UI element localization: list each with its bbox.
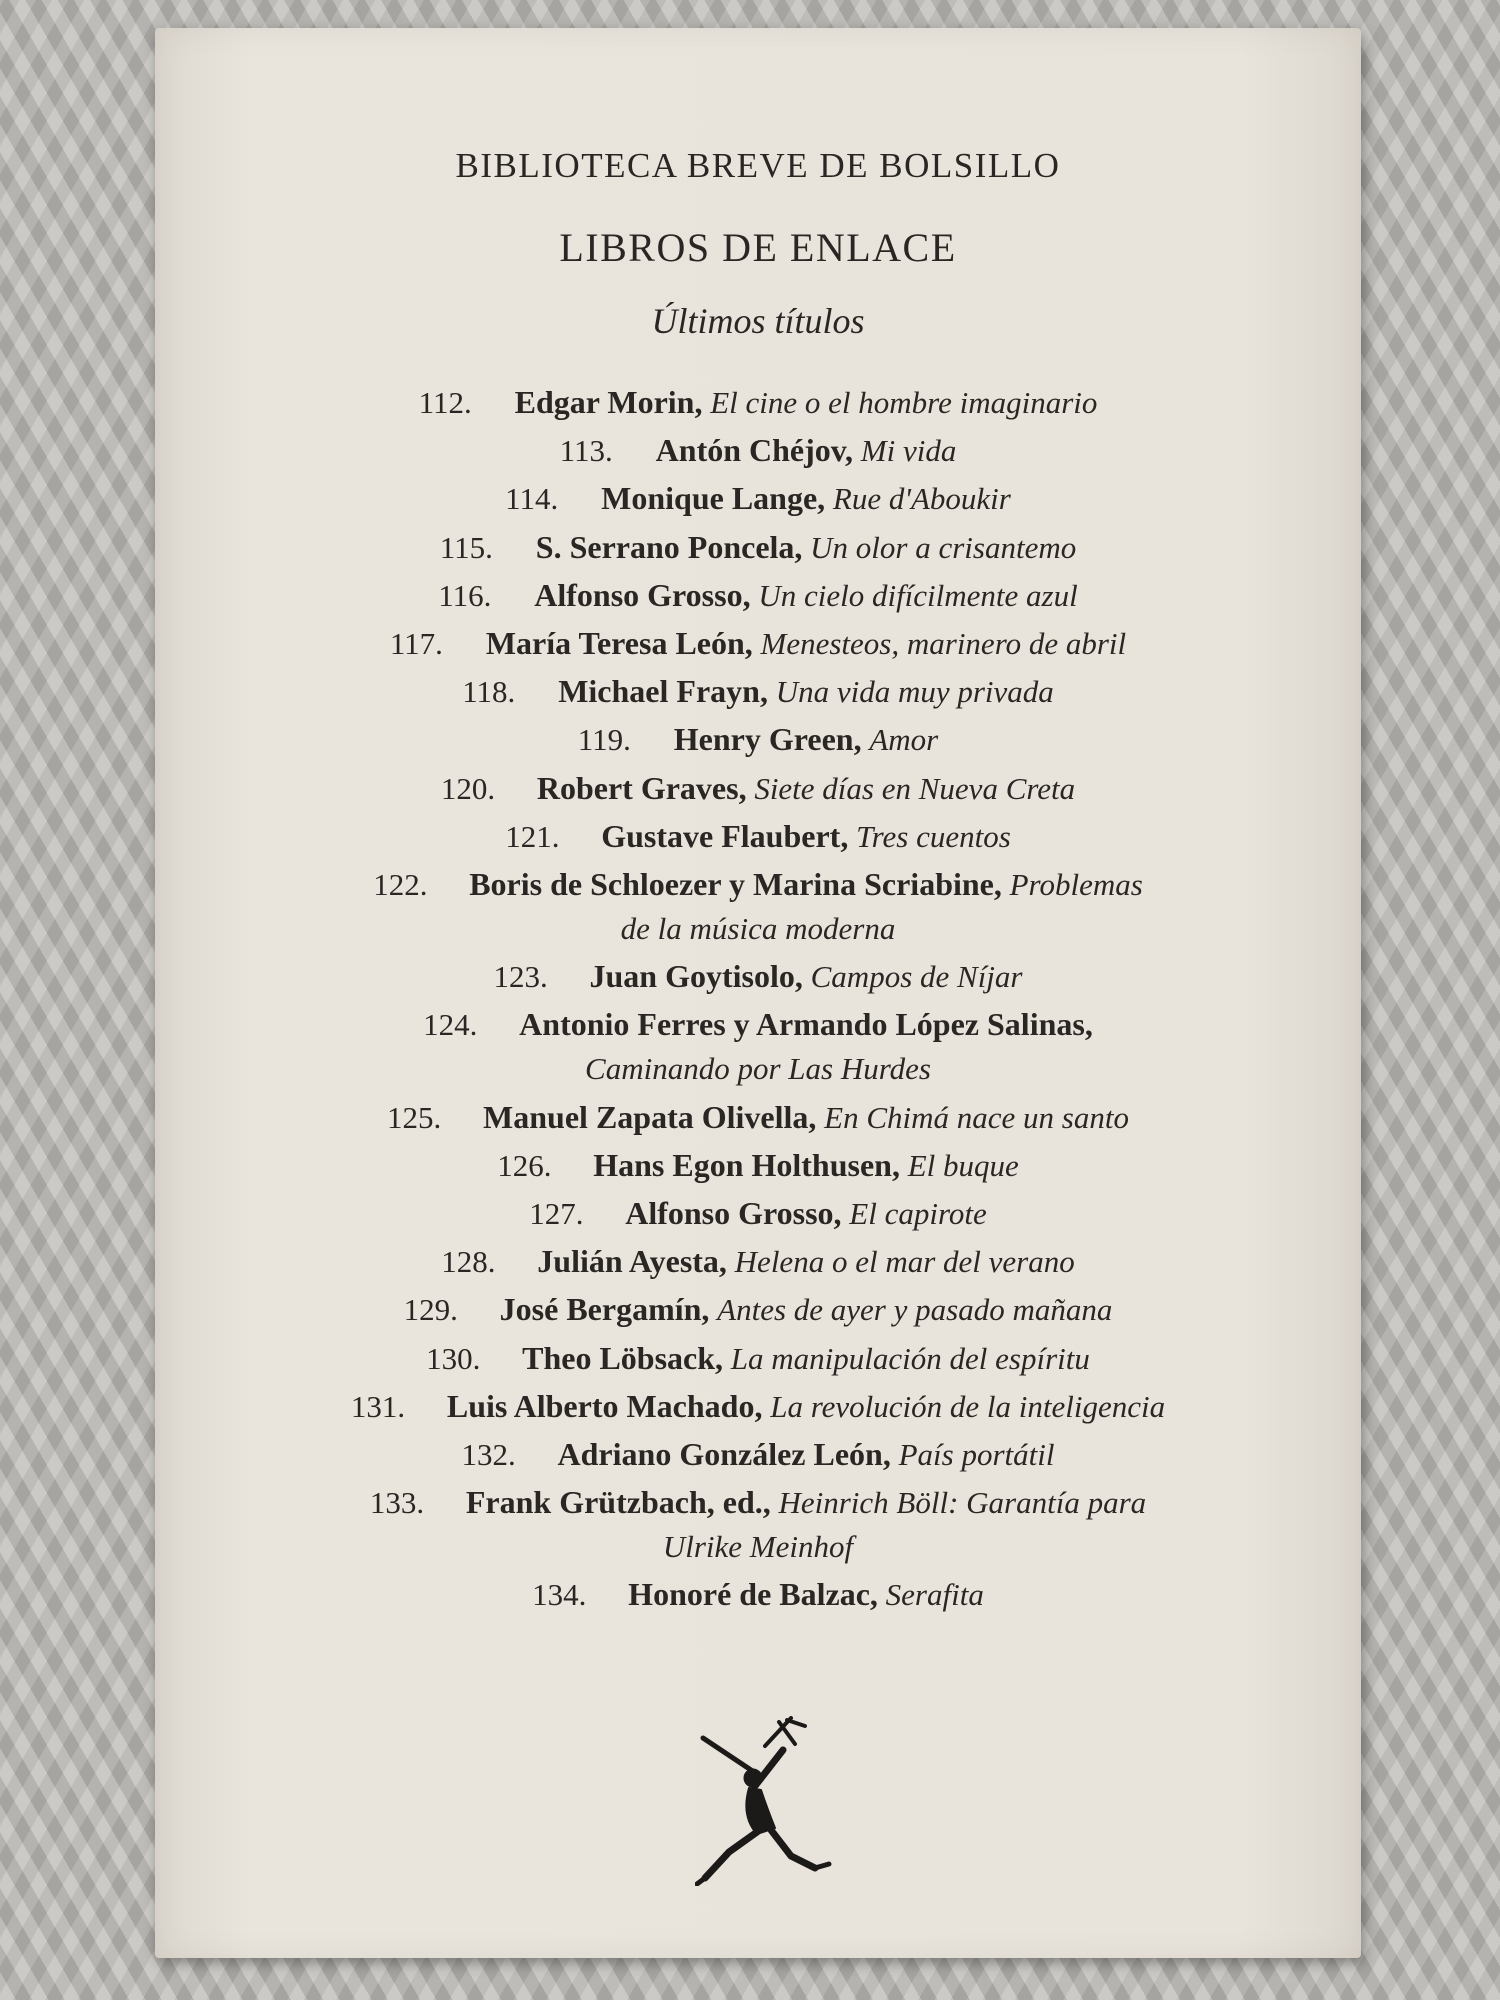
list-item <box>155 525 1361 570</box>
entry-number: 133. <box>369 1485 425 1521</box>
entry-author: Gustave Flaubert, <box>601 817 849 854</box>
entry-author: Theo Löbsack, <box>522 1339 724 1376</box>
list-item <box>155 380 1361 425</box>
entry-author: Monique Lange, <box>601 480 826 517</box>
entry-author: Robert Graves, <box>536 769 747 806</box>
list-item <box>155 1143 1361 1188</box>
entry-author: Frank Grützbach, ed., <box>465 1484 771 1521</box>
entry-title: Una vida muy privada <box>775 674 1054 710</box>
list-item <box>155 573 1361 618</box>
entry-title: Campos de Níjar <box>810 959 1023 995</box>
entry-title: Problemas <box>1009 867 1143 902</box>
list-item <box>155 1572 1361 1617</box>
entry-title: Un olor a crisantemo <box>810 529 1077 565</box>
entry-author: Alfonso Grosso, <box>534 576 751 613</box>
entry-author: Manuel Zapata Olivella, <box>483 1098 817 1135</box>
list-item <box>155 1191 1361 1236</box>
entry-number: 122. <box>373 867 428 902</box>
list-item <box>155 1002 1361 1091</box>
entry-author: S. Serrano Poncela, <box>535 528 803 565</box>
series-name: BIBLIOTECA BREVE DE BOLSILLO <box>455 146 1061 185</box>
entry-title: Serafita <box>885 1577 984 1613</box>
collection-name: LIBROS DE ENLACE <box>559 225 957 270</box>
list-item <box>155 428 1361 473</box>
entry-number: 121. <box>505 818 560 854</box>
entry-number: 120. <box>440 770 496 806</box>
entry-author: Julián Ayesta, <box>537 1243 727 1280</box>
list-item <box>155 669 1361 714</box>
entry-title: El capirote <box>849 1196 987 1231</box>
entry-number: 128. <box>441 1244 496 1280</box>
entry-author: Edgar Morin, <box>514 384 703 420</box>
entry-number: 115. <box>439 529 493 565</box>
book-back-cover <box>155 28 1361 1958</box>
list-item <box>155 814 1361 859</box>
list-item <box>155 862 1361 951</box>
entry-number: 119. <box>577 722 631 758</box>
entry-number: 127. <box>529 1196 584 1231</box>
entry-number: 126. <box>497 1147 552 1183</box>
entry-title-continued: Caminando por Las Hurdes <box>585 1051 931 1087</box>
entry-number: 134. <box>532 1577 587 1613</box>
entry-author: Juan Goytisolo, <box>589 958 803 995</box>
cover-page <box>155 28 1361 1958</box>
entry-title: Antes de ayer y pasado mañana <box>717 1292 1113 1328</box>
list-item <box>155 1287 1361 1332</box>
entry-title-continued: de la música moderna <box>620 911 896 946</box>
entry-title: Amor <box>869 722 939 758</box>
entry-author: Henry Green, <box>673 721 862 758</box>
entry-title: En Chimá nace un santo <box>824 1099 1129 1135</box>
running-figure-logo-icon <box>695 1716 835 1886</box>
entry-title: Tres cuentos <box>856 818 1011 854</box>
entry-number: 112. <box>418 385 472 420</box>
entry-author: María Teresa León, <box>485 625 753 661</box>
entry-number: 113. <box>559 433 613 469</box>
list-item <box>155 621 1361 666</box>
entry-number: 130. <box>426 1340 481 1376</box>
entry-author: Hans Egon Holthusen, <box>593 1146 900 1183</box>
list-item <box>155 1384 1361 1429</box>
entry-number: 125. <box>387 1099 442 1135</box>
entry-author: Alfonso Grosso, <box>625 1195 842 1231</box>
entry-title: La manipulación del espíritu <box>730 1340 1090 1376</box>
entry-title: El cine o el hombre imaginario <box>710 385 1098 420</box>
entry-author: Adriano González León, <box>557 1436 891 1472</box>
entry-title: Menesteos, marinero de abril <box>760 626 1127 661</box>
entry-number: 129. <box>403 1292 458 1328</box>
list-item <box>155 766 1361 811</box>
list-item <box>155 1095 1361 1140</box>
entry-author: Luis Alberto Machado, <box>446 1387 763 1424</box>
entry-author: Michael Frayn, <box>558 673 768 710</box>
list-item <box>155 954 1361 999</box>
entry-number: 123. <box>493 959 548 995</box>
entry-author: Antón Chéjov, <box>655 432 854 469</box>
entry-title: Mi vida <box>860 433 957 469</box>
entry-number: 131. <box>350 1388 406 1424</box>
entry-number: 116. <box>438 577 492 613</box>
entry-title: Siete días en Nueva Creta <box>754 770 1076 806</box>
list-item <box>155 1239 1361 1284</box>
entry-number: 132. <box>461 1437 516 1472</box>
entry-title: La revolución de la inteligencia <box>770 1388 1166 1424</box>
entry-title: País portátil <box>898 1437 1055 1472</box>
entry-number: 118. <box>462 674 516 710</box>
entry-title: El buque <box>907 1147 1019 1183</box>
entry-author: Antonio Ferres y Armando López Salinas, <box>519 1006 1093 1043</box>
entry-number: 114. <box>505 481 559 517</box>
list-item <box>155 1432 1361 1477</box>
entry-title: Rue d'Aboukir <box>832 481 1011 517</box>
entry-author: Honoré de Balzac, <box>628 1576 878 1613</box>
list-item <box>155 476 1361 521</box>
list-item <box>155 1336 1361 1381</box>
entry-number: 117. <box>389 626 443 661</box>
entry-title: Un cielo difícilmente azul <box>758 577 1078 613</box>
entry-title: Helena o el mar del verano <box>734 1244 1075 1280</box>
list-item <box>155 1480 1361 1569</box>
list-subtitle: Últimos títulos <box>651 301 865 341</box>
entry-title: Heinrich Böll: Garantía para <box>778 1485 1147 1521</box>
entry-number: 124. <box>423 1007 478 1043</box>
entry-author: José Bergamín, <box>499 1291 710 1328</box>
entry-title-continued: Ulrike Meinhof <box>662 1529 854 1565</box>
list-item <box>155 717 1361 762</box>
entry-author: Boris de Schloezer y Marina Scriabine, <box>469 866 1002 902</box>
